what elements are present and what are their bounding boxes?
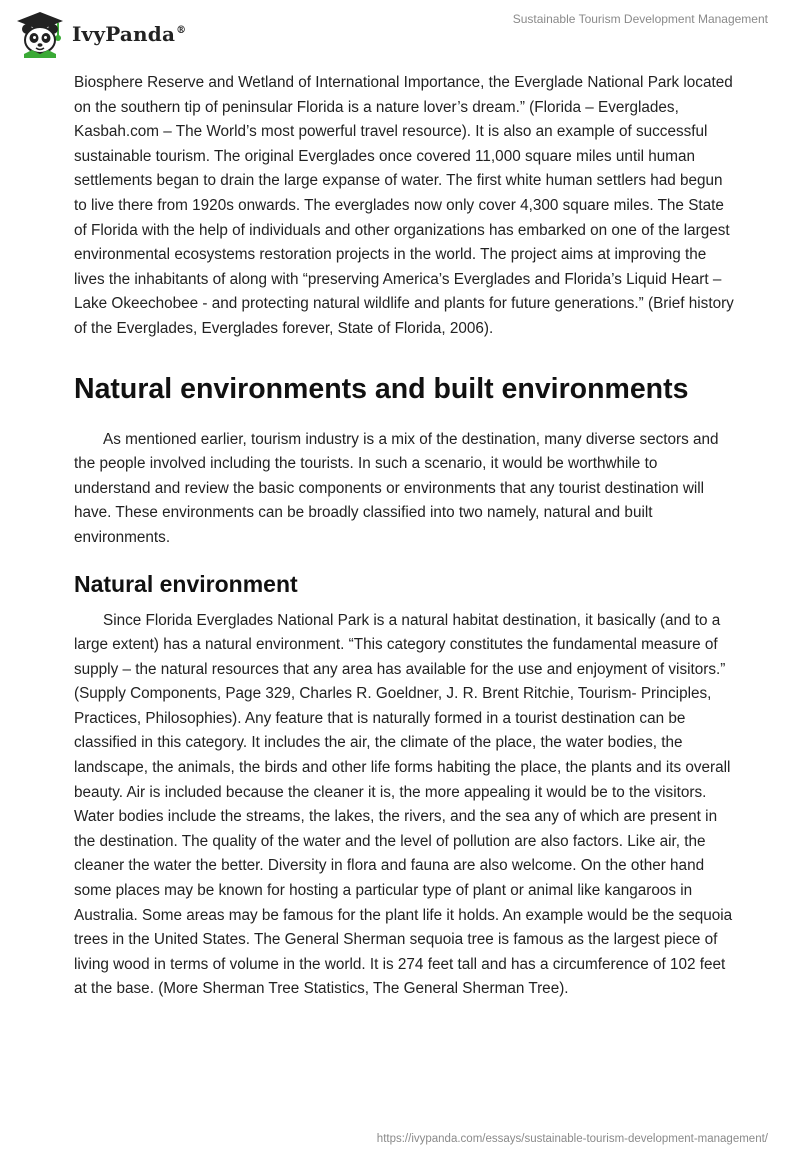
document-title: Sustainable Tourism Development Management — [512, 12, 768, 26]
logo-wordmark: IvyPanda — [72, 22, 176, 46]
logo-text — [72, 22, 186, 46]
registered-mark: ® — [176, 25, 187, 37]
article-body — [74, 71, 734, 1002]
section-paragraph: As mentioned earlier, tourism industry is a mix of the destination, many diverse sectors and the people involved including the tourists. In such a scenario, it would be worthwhile to understand and review the basic components or environments that any tourist destination will have. These environments can be broadly classified into two namely, natural and built environments. — [74, 430, 719, 546]
logo[interactable] — [14, 8, 186, 60]
footer-url[interactable]: https://ivypanda.com/essays/sustainable-tourism-development-management/ — [376, 1133, 768, 1145]
subsection-heading: Natural environment — [74, 570, 298, 597]
subsection-paragraph: Since Florida Everglades National Park is a natural habitat destination, it basically (and to a large extent) has a natural environment. “This category constitutes the fundamental measure of supply – the natural resources that any area has available for the use and enjoyment of visitors.” (Supply Components, Page 329, Charles R. Goeldner, J. R. Brent Ritchie, Tourism- Principles, Practices, Philosophies). Any feature that is naturally formed in a tourist destination can be classified in this category. It includes the air, the climate of the place, the water bodies, the landscape, the animals, the birds and other life forms habiting the place, the plants and its overall beauty. Air is included because the cleaner it is, the more appealing it would be to the visitors. Water bodies include the streams, the lakes, the rivers, and the sea any of which are present in the destination. The quality of the water and the level of pollution are also factors. Like air, the cleaner the water the better. Diversity in flora and fauna are also welcome. On the other hand some places may be known for hosting a particular type of plant or animal like kangaroos in Australia. Some areas may be famous for the plant life it holds. An example would be the sequoia trees in the United States. The General Sherman sequoia tree is famous as the largest piece of living wood in terms of volume in the world. It is 274 feet tall and has a circumference of 102 feet at the base. (More Sherman Tree Statistics, The General Sherman Tree). — [74, 611, 733, 998]
page-header — [0, 0, 800, 70]
intro-paragraph: Biosphere Reserve and Wetland of International Importance, the Everglade National Park located on the southern tip of peninsular Florida is a nature lover’s dream.” (Florida – Everglades, Kasbah.com – The World’s most powerful travel resource). It is also an example of successful sustainable tourism. The original Everglades once covered 11,000 square miles until human settlements began to drain the large expanse of water. The first white human settlers had begun to live there from 1920s onwards. The everglades now only cover 4,300 square miles. The State of Florida with the help of individuals and other organizations has embarked on one of the largest environmental ecosystems restoration projects in the world. The project aims at improving the lives the inhabitants of along with “preserving America’s Everglades and Florida’s Liquid Heart – Lake Okeechobee - and protecting natural wildlife and plants for future generations.” (Brief history of the Everglades, Everglades forever, State of Florida, 2006). — [74, 74, 734, 337]
panda-graduate-icon — [14, 8, 66, 60]
section-heading: Natural environments and built environments — [74, 372, 689, 405]
